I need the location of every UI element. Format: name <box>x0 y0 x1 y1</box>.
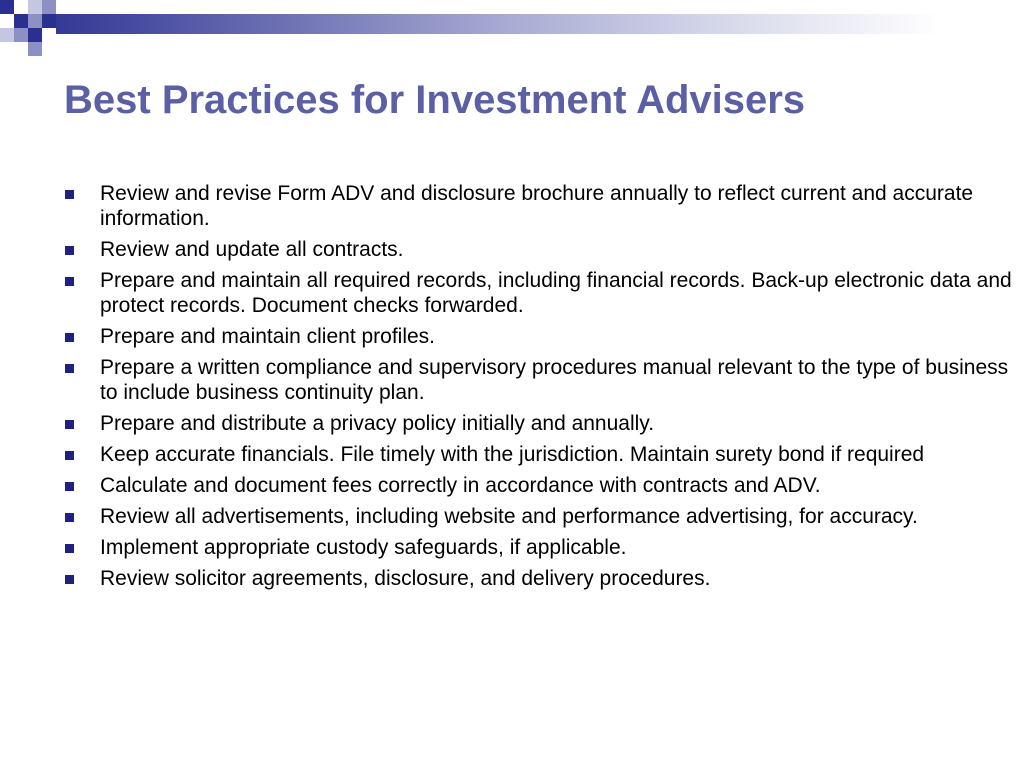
bullet-text: Implement appropriate custody safeguards, if applicable. <box>100 536 627 559</box>
square-bullet-icon <box>65 575 74 584</box>
bullet-text: Review solicitor agreements, disclosure, and delivery procedures. <box>100 567 711 590</box>
square-bullet-icon <box>65 246 74 255</box>
header-square-decoration <box>28 14 42 28</box>
header-square-decoration <box>42 0 56 14</box>
square-bullet-icon <box>65 364 74 373</box>
list-item <box>64 268 1014 318</box>
bullet-text: Review and update all contracts. <box>100 238 404 261</box>
header-square-decoration <box>42 14 56 28</box>
header-square-decoration <box>0 14 14 28</box>
header-square-decoration <box>42 28 56 42</box>
bullet-text: Calculate and document fees correctly in accordance with contracts and ADV. <box>100 474 821 497</box>
bullet-text: Keep accurate financials. File timely with the jurisdiction. Maintain surety bond if required <box>100 443 925 466</box>
list-item <box>64 181 1014 231</box>
list-item <box>64 566 1014 591</box>
square-bullet-icon <box>65 513 74 522</box>
square-bullet-icon <box>65 333 74 342</box>
square-bullet-icon <box>65 544 74 553</box>
square-bullet-icon <box>65 277 74 286</box>
list-item <box>64 535 1014 560</box>
list-item <box>64 237 1014 262</box>
bullet-text: Prepare and distribute a privacy policy initially and annually. <box>100 412 655 435</box>
header-square-decoration <box>0 0 14 14</box>
header-square-decoration <box>14 0 28 14</box>
header-square-decoration <box>14 14 28 28</box>
header-square-decoration <box>28 0 42 14</box>
square-bullet-icon <box>65 482 74 491</box>
bullet-text: Prepare a written compliance and supervisory procedures manual relevant to the type of business to include business continuity plan. <box>100 356 1009 404</box>
header-square-decoration <box>0 28 14 42</box>
bullet-text: Prepare and maintain client profiles. <box>100 325 436 348</box>
list-item <box>64 504 1014 529</box>
slide-title: Best Practices for Investment Advisers <box>64 78 806 122</box>
list-item <box>64 411 1014 436</box>
list-item <box>64 324 1014 349</box>
header-gradient-band <box>0 14 1024 34</box>
bullet-text: Prepare and maintain all required records, including financial records. Back-up electronic data and protect records. Document checks forwarded. <box>100 269 1012 317</box>
bullet-text: Review and revise Form ADV and disclosure brochure annually to reflect current and accurate information. <box>100 182 974 230</box>
header-square-decoration <box>14 28 28 42</box>
square-bullet-icon <box>65 190 74 199</box>
list-item <box>64 442 1014 467</box>
bullet-text: Review all advertisements, including website and performance advertising, for accuracy. <box>100 505 918 528</box>
bullet-list <box>64 181 1014 597</box>
list-item <box>64 473 1014 498</box>
header-square-decoration <box>28 28 42 42</box>
header-square-decoration <box>28 42 42 56</box>
list-item <box>64 355 1014 405</box>
square-bullet-icon <box>65 420 74 429</box>
square-bullet-icon <box>65 451 74 460</box>
